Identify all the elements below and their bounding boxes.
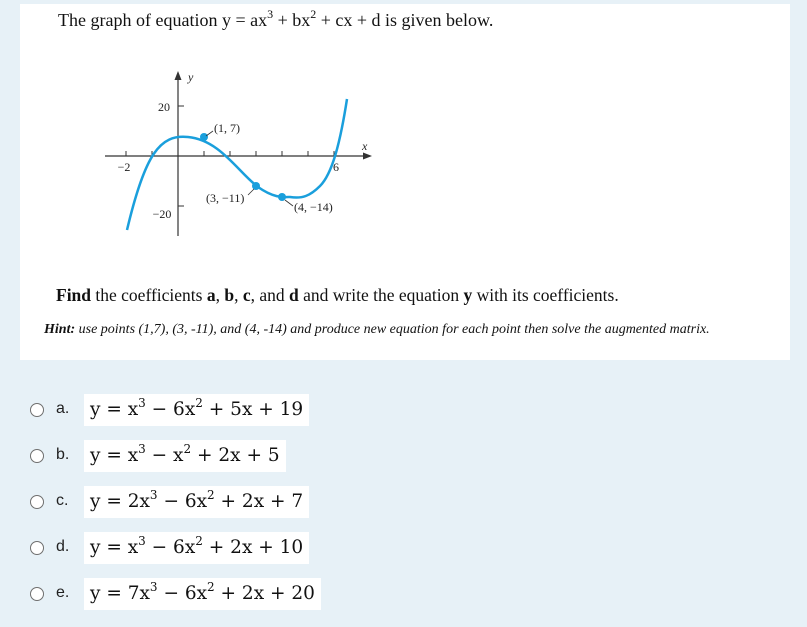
option-letter: e.	[56, 584, 70, 601]
point-4-neg14	[278, 193, 286, 201]
question-card	[20, 4, 790, 360]
option-letter: b.	[56, 446, 70, 463]
radio-e[interactable]	[30, 587, 44, 601]
option-equation: $y = 2x^3 - 6x^2 + 2x + 7$	[84, 486, 309, 518]
option-letter: c.	[56, 492, 69, 509]
option-equation: $y = x^3 - 6x^2 + 2x + 10$	[84, 532, 309, 564]
point-3-neg11	[252, 182, 260, 190]
option-equation: $y = 7x^3 - 6x^2 + 2x + 20$	[84, 578, 321, 610]
option-equation: $y = x^3 - 6x^2 + 5x + 19$	[84, 394, 309, 426]
radio-a[interactable]	[30, 403, 44, 417]
cubic-graph	[20, 4, 790, 264]
y-axis-arrow	[175, 71, 182, 80]
point-label-1-7: (1, 7)	[214, 121, 240, 135]
point-label-4-neg14: (4, −14)	[294, 200, 333, 214]
point-1-7	[200, 133, 208, 141]
x-axis-arrow	[363, 153, 372, 160]
y-axis-label: y	[188, 70, 194, 84]
radio-b[interactable]	[30, 449, 44, 463]
x-axis-label: x	[362, 139, 368, 153]
option-equation: $y = x^3 - x^2 + 2x + 5$	[84, 440, 286, 472]
question-text: The graph of equation $y = ax^3 + bx^2$ + cx + d is given below.	[58, 7, 494, 30]
tick-label-6: 6	[333, 160, 339, 174]
hint-text: Hint: use points (1,7), (3, -11), and (4, -14) and produce new equation for each point then solve the augmented matrix.	[44, 322, 710, 337]
option-letter: a.	[56, 400, 70, 417]
tick-label-20: 20	[158, 100, 170, 114]
instruction-text: Find the coefficients a, b, c, and d and write the equation y with its coefficients.	[56, 285, 619, 305]
radio-d[interactable]	[30, 541, 44, 555]
tick-label-neg2: −2	[117, 160, 131, 174]
point-label-3-neg11: (3, −11)	[206, 191, 245, 205]
tick-label-neg20: −20	[152, 207, 172, 221]
radio-c[interactable]	[30, 495, 44, 509]
option-letter: d.	[56, 538, 70, 555]
